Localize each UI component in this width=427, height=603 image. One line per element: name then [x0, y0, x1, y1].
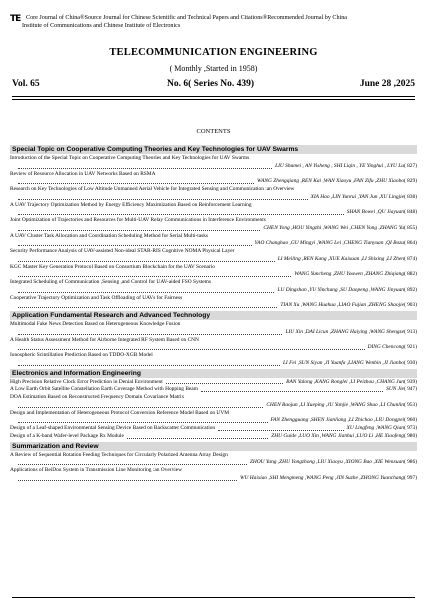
article-title: Multimodal Fake News Detection Based on Heterogeneous Knowledge Fusion [10, 321, 181, 327]
article-authors: LI Fei ,SUN Siyan ,JI Yuanfa ,LIANG Wenbin ,JI Jianbo [282, 359, 404, 366]
article-authors: LU Dingshan ,YU Yinchung ,SU Daopeng ,WANG Jinyuan [277, 286, 404, 293]
toc-entry[interactable] [10, 233, 417, 249]
top-rule-2 [12, 99, 415, 100]
article-title: Security Performance Analysis of UAV-assisted Non-ideal STAR-RIS Cognitive NOMA Physical Layer [10, 248, 235, 254]
article-authors: WANG Zhengqiang ,REN Kai ,WAN Xiaoyu ,FAN Zifu ,ZHU Xiaobo [257, 178, 404, 185]
page-number: ( 973) [403, 425, 417, 431]
page-number: ( 827) [403, 162, 417, 169]
article-title: A Review of Sequential Rotation Feeding Techniques for Circularly Polarized Antenna Array Design [10, 451, 228, 458]
leader-dots [18, 459, 247, 465]
bottom-rule [12, 597, 415, 598]
leader-dots [18, 475, 237, 481]
page-number: ( 921) [403, 344, 417, 351]
article-title: A Low Earth Orbit Satellite Constellation Earth Coverage Method with Hopping Beam [10, 386, 198, 393]
toc-entry[interactable] [10, 386, 417, 394]
issue-info-row [12, 79, 415, 93]
article-title: Cooperative Trajectory Optimization and Task Offloading of UAVs for Fairness [10, 294, 183, 301]
article-authors: TIAN Xu ,WANG Huahua ,LIAO Fujian ,ZHENG Shaojie [280, 302, 404, 309]
article-authors: LIU Xin ,DAI Licun ,ZHANG Haiying ,WANG Shengze [285, 328, 404, 335]
article-authors: LI Meiling ,REN Kang ,XUE Kaixuan ,LI Shixing ,LI Zhen [277, 255, 404, 262]
issue-date: June 28 ,2025 [359, 79, 415, 89]
toc-section [10, 145, 417, 310]
article-authors: WANG Yuncheng ,ZHU Youwen ,ZHANG Zhiqiang [294, 271, 404, 278]
page-number: ( 960) [403, 417, 417, 424]
toc-entry[interactable] [10, 467, 417, 483]
article-authors: CHEN Yong ,HOU Yingzhi ,WANG Wei ,CHEN Yong ,ZHANG Yu [263, 224, 404, 231]
leader-dots [18, 302, 277, 308]
leader-dots [18, 240, 252, 246]
section-heading: Electronics and Information Engineering [10, 369, 417, 378]
article-authors: CHEN Baojun ,LI Xueping ,JU Yanjie ,WANG Shuo ,LI Chunlin [266, 401, 404, 408]
leader-dots [18, 287, 274, 293]
page-number: ( 864) [403, 240, 417, 247]
article-title: Research on Key Technologies of Low Altitude Unmanned Aerial Vehicle for Integrated Sensing and Communication :an Overview [10, 186, 295, 192]
article-authors: SUN Jie [386, 386, 404, 393]
article-title: High Precision Relative Clock Error Prediction in Denial Environment [10, 378, 163, 385]
page-number: ( 848) [403, 209, 417, 216]
toc-entry[interactable] [10, 171, 417, 187]
article-authors: FAN Zhengguang ,SHEN Jianliang ,LI Zhichao ,LIU Dongpei [270, 417, 404, 424]
issue-number: No. 6( Series No. 439) [167, 79, 255, 89]
toc-entry[interactable] [10, 217, 417, 233]
leader-dots [166, 379, 283, 385]
article-authors: WU Haixiao ,SHI Mengmeng ,WANG Peng ,JIN Suzhe ,ZHONG Yuanchang [240, 474, 404, 481]
article-title: A UAV Trajectory Optimization Method by Energy Efficiency Maximization Based on Reinforcement Learning [10, 201, 252, 208]
article-title: Introduction of the Special Topic on Cooperative Computing Theories and Key Technologies for UAV Swarms [10, 155, 250, 161]
page-number: ( 953) [403, 401, 417, 408]
page-number: ( 855) [403, 224, 417, 231]
volume-label: Vol. 65 [12, 79, 40, 89]
masthead [10, 14, 418, 30]
article-authors: ZHU Guide ,LUO Xin ,WANG Jianhui ,LUO Li ,HE Xiaofeng [271, 432, 404, 439]
toc-entry[interactable] [10, 394, 417, 410]
leader-dots [218, 425, 343, 431]
toc-entry[interactable] [10, 452, 417, 468]
article-authors: XIA Hao ,LIN Yunrui ,YAN Jun ,XU Lingjie [310, 193, 404, 200]
toc-entry[interactable] [10, 202, 417, 218]
article-title: Design of a K-band Wafer-level Package Rx Module [10, 432, 124, 439]
toc-entry[interactable] [10, 248, 417, 264]
page-number: ( 913) [403, 328, 417, 335]
leader-dots [18, 271, 291, 277]
article-title: Integrated Scheduling of Communication ,Sensing ,and Control for UAV-aided FSO Systems [10, 279, 211, 285]
toc-section [10, 311, 417, 368]
toc-entry[interactable] [10, 186, 417, 202]
article-title: Joint Optimization of Trajectories and Resources for Multi-UAV Relay Communications in Interference Environments [10, 217, 266, 223]
article-title: A Health Status Assessment Method for Airborne Integrated RF System Based on CNN [10, 336, 199, 343]
journal-subtitle: ( Monthly ,Started in 1958) [169, 64, 258, 73]
toc-entry[interactable] [10, 433, 417, 441]
toc-entry[interactable] [10, 352, 417, 368]
journal-title: TELECOMMUNICATION ENGINEERING [109, 47, 318, 58]
article-authors: XU Lingfeng ,WANG Qian [346, 425, 404, 431]
article-title: Applications of BeiDou System in Transmission Line Monitoring :an Overview [10, 467, 183, 473]
toc-entry[interactable] [10, 410, 417, 426]
article-title: A UAV Cluster Task Allocation and Coordination Scheduling Method for Serial Multi-tasks [10, 232, 209, 239]
article-title: Review of Resource Allocation in UAV Networks Based on RSMA [10, 170, 156, 177]
page-number: ( 892) [403, 286, 417, 293]
leader-dots [18, 225, 260, 231]
page-number: ( 947) [403, 386, 417, 393]
toc-entry[interactable] [10, 379, 417, 387]
article-authors: ZHOU Yang ,ZHU Yongzhong ,LIU Xiaoyu ,XIONG Bao ,XIE Wenxuan [249, 459, 404, 466]
journal-logo: TE [10, 14, 21, 24]
leader-dots [18, 209, 344, 215]
leader-dots [18, 360, 280, 366]
page-number: ( 986) [403, 459, 417, 466]
article-authors: SHAN Bowei ,QU Jiayuan [346, 209, 404, 216]
page-number: ( 829) [403, 178, 417, 185]
toc-entry[interactable] [10, 425, 417, 433]
leader-dots [201, 386, 383, 392]
leader-dots [18, 256, 275, 262]
page-number: ( 939) [403, 378, 417, 385]
toc-entry[interactable] [10, 264, 417, 280]
toc-entry[interactable] [10, 321, 417, 337]
leader-dots [18, 178, 254, 184]
top-rule-1 [12, 96, 415, 97]
toc-entry[interactable] [10, 295, 417, 311]
article-title: KGC Master Key Generation Protocol Based on Consortium Blockchain for the UAV Scenario [10, 263, 215, 270]
section-heading: Summarization and Review [10, 442, 417, 451]
article-title: Design and Implementation of Heterogeneous Protocol Conversion Reference Model Based on UVM [10, 409, 230, 416]
page-number: ( 838) [403, 193, 417, 200]
table-of-contents [10, 145, 417, 484]
leader-dots [18, 344, 365, 350]
article-title: DOA Estimation Based on Reconstructed Frequency Domain Covariance Matrix [10, 394, 185, 400]
section-heading: Special Topic on Cooperative Computing Theories and Key Technologies for UAV Swarms [10, 145, 417, 154]
section-heading: Application Fundamental Research and Advanced Technology [10, 311, 417, 320]
masthead-line-2: Institute of Communications and Chinese Institute of Electronics [22, 23, 181, 29]
article-authors: BAN Yalong ,KANG Ronglei ,LI Peizhou ,CHANG Jun [286, 378, 404, 385]
article-authors: YAO Changhao ,GU Mingyi ,WANG Lei ,CHENG Tianyuan ,QI Bozu [254, 240, 404, 247]
leader-dots [127, 433, 268, 439]
toc-entry[interactable] [10, 279, 417, 295]
page-number: ( 882) [403, 271, 417, 278]
article-title: Design of a Leaf-shaped Environmental Sensing Device Based on Backscatter Communication [10, 425, 216, 431]
toc-section [10, 369, 417, 441]
article-authors: DING Chencong [367, 344, 404, 351]
leader-dots [18, 417, 268, 423]
article-title: Ionospheric Scintillation Prediction Based on TDDO-XGB Model [10, 352, 153, 358]
toc-section [10, 442, 417, 483]
leader-dots [18, 163, 272, 169]
page-number: ( 997) [403, 474, 417, 481]
page-number: ( 874) [403, 255, 417, 262]
masthead-line-1: Core Journal of China®Source Journal for Chinese Scientific and Technical Papers and Citations®Recommended Journal by China [26, 15, 347, 21]
contents-heading: CONTENTS [196, 128, 231, 135]
leader-dots [18, 402, 263, 408]
page-number: ( 980) [403, 432, 417, 439]
leader-dots [18, 329, 282, 335]
toc-entry[interactable] [10, 337, 417, 353]
toc-entry[interactable] [10, 155, 417, 171]
page-number: ( 903) [403, 302, 417, 309]
page-number: ( 930) [403, 359, 417, 366]
leader-dots [18, 194, 308, 200]
article-authors: LIU Shumei , AN Yisheng , SHI Liqin , YE Yinghui , LYU Lu [275, 162, 404, 169]
